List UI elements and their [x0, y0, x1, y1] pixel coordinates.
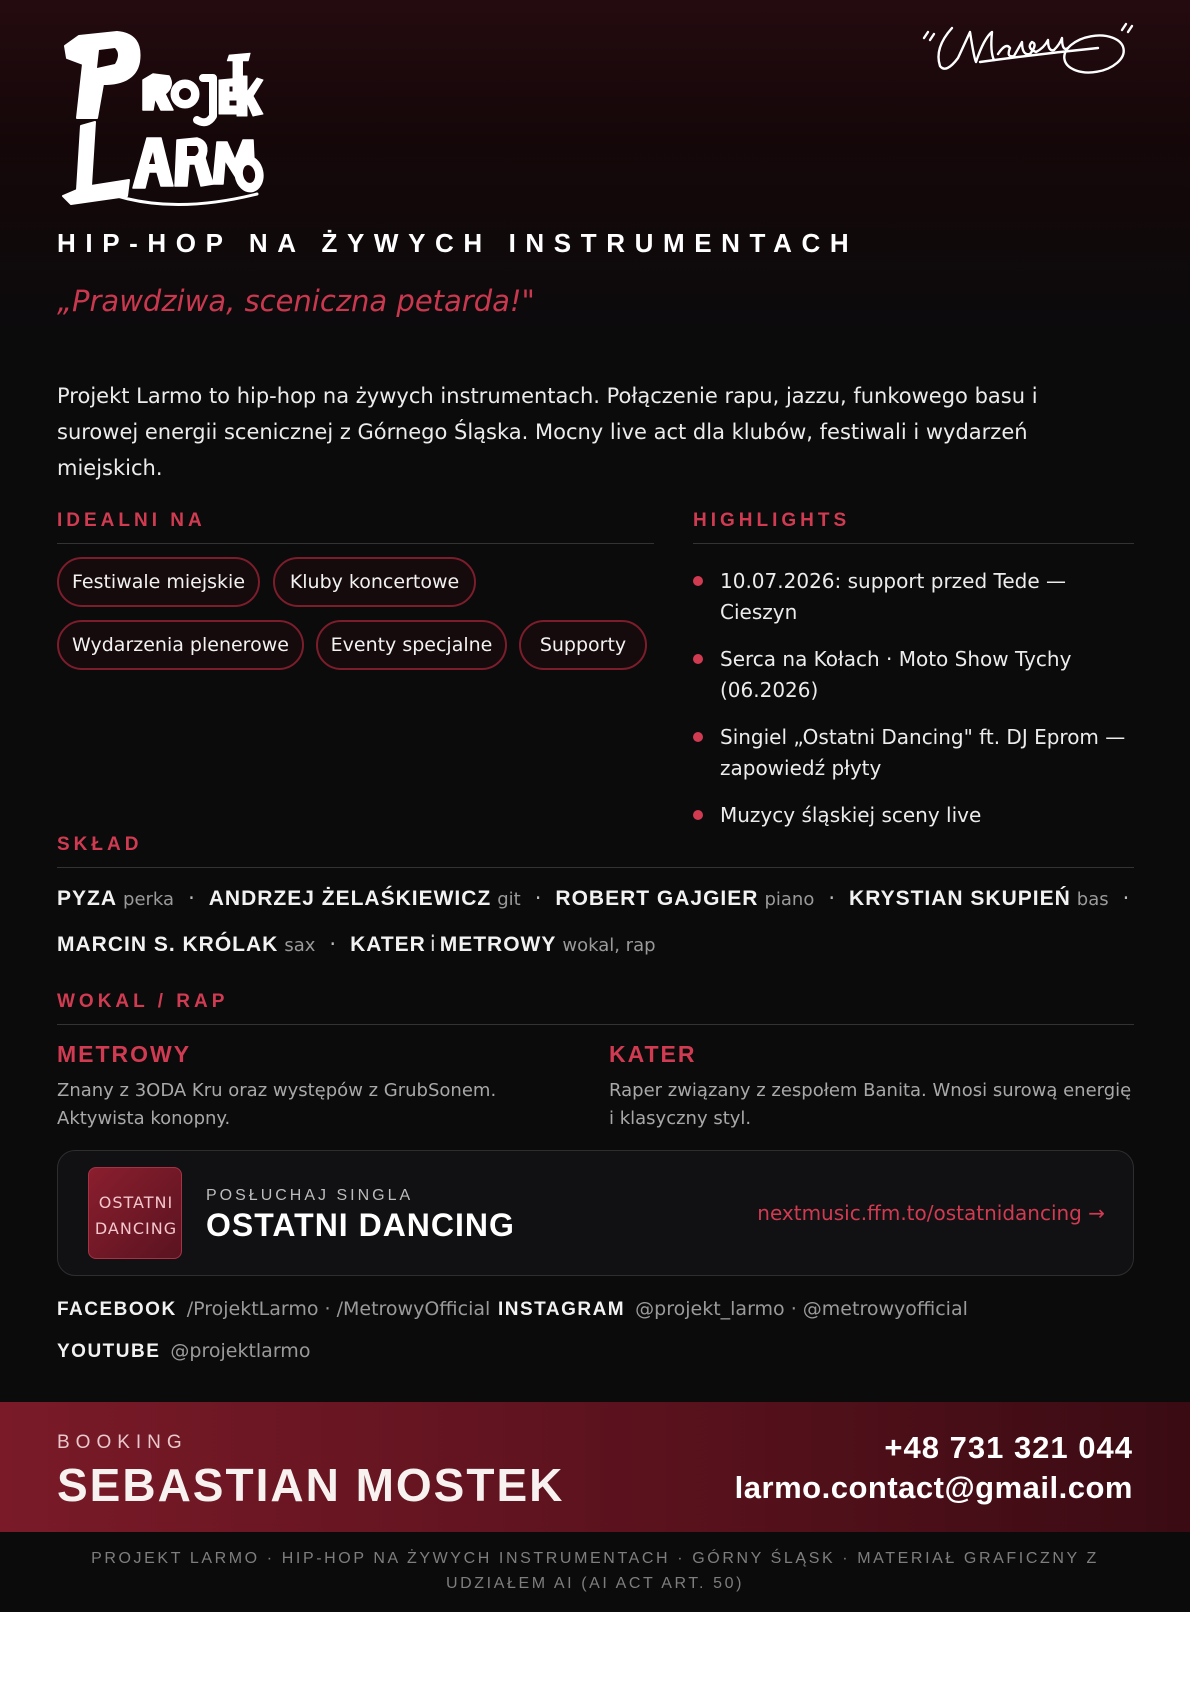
cover-text-line: OSTATNI	[98, 1193, 174, 1212]
footer-line: PROJEKT LARMO · HIP-HOP NA ŻYWYCH INSTRUMENTACH · GÓRNY ŚLĄSK · MATERIAŁ GRAFICZNY Z	[91, 1550, 1099, 1567]
single-cover	[88, 1167, 182, 1259]
social-facebook[interactable]	[57, 1298, 490, 1321]
bullet-icon	[693, 576, 703, 586]
cover-text-line: DANCING	[94, 1219, 178, 1238]
lineup-member: MARCIN S. KRÓLAK sax	[57, 933, 316, 956]
social-instagram[interactable]	[498, 1298, 968, 1321]
list-item: 10.07.2026: support przed Tede — Cieszyn	[693, 566, 1133, 628]
separator: ·	[329, 932, 337, 956]
bullet-icon	[693, 810, 703, 820]
metrowy-signature	[918, 18, 1138, 88]
tagline: HIP-HOP NA ŻYWYCH INSTRUMENTACH	[57, 228, 859, 258]
separator: ·	[1122, 886, 1130, 910]
single-link[interactable]: nextmusic.ffm.to/ostatnidancing →	[757, 1201, 1105, 1225]
social-label: FACEBOOK	[57, 1299, 177, 1320]
hero-header	[0, 0, 1190, 345]
section-title-vocals: WOKAL / RAP	[57, 991, 229, 1012]
social-label: INSTAGRAM	[498, 1299, 626, 1320]
bullet-icon	[693, 654, 703, 664]
highlights-list	[693, 566, 1133, 847]
booking-contact-name: SEBASTIAN MOSTEK	[57, 1459, 565, 1511]
booking-email[interactable]: larmo.contact@gmail.com	[734, 1470, 1133, 1505]
section-title-highlights: HIGHLIGHTS	[693, 510, 851, 531]
chip-festiwale: Festiwale miejskie	[57, 557, 260, 607]
booking-band	[0, 1402, 1190, 1532]
bullet-icon	[693, 732, 703, 742]
divider	[57, 1024, 1134, 1025]
single-kicker: POSŁUCHAJ SINGLA	[206, 1187, 414, 1204]
single-card	[57, 1150, 1134, 1276]
vocalist-name: KATER	[609, 1041, 697, 1067]
lineup-member: ANDRZEJ ŻELAŚKIEWICZ git	[208, 887, 521, 910]
social-handle: @projektlarmo	[170, 1340, 311, 1362]
lineup-member: ROBERT GAJGIER piano	[555, 887, 815, 910]
social-handle: @projekt_larmo · @metrowyofficial	[635, 1298, 968, 1320]
divider	[57, 543, 654, 544]
vocalist-description: Raper związany z zespołem Banita. Wnosi surową energię i klasyczny styl.	[609, 1080, 1132, 1129]
booking-label: BOOKING	[57, 1432, 188, 1453]
lineup-row-1	[57, 886, 1143, 911]
lineup-member-vocals: KATER i METROWY wokal, rap	[350, 932, 656, 956]
lineup-member: KRYSTIAN SKUPIEŃ bas	[849, 887, 1109, 910]
footer-line: UDZIAŁEM AI (AI ACT ART. 50)	[445, 1575, 745, 1592]
lineup-row-2	[57, 932, 656, 957]
separator: ·	[534, 886, 542, 910]
separator: ·	[828, 886, 836, 910]
divider	[693, 543, 1134, 544]
list-item: Singiel „Ostatni Dancing" ft. DJ Eprom — zapowiedź płyty	[693, 722, 1133, 784]
social-handle: /ProjektLarmo · /MetrowyOfficial	[186, 1298, 491, 1320]
social-label: YOUTUBE	[57, 1341, 161, 1362]
projekt-larmo-logo	[57, 18, 267, 208]
vocalist-name: METROWY	[57, 1041, 192, 1067]
list-item: Serca na Kołach · Moto Show Tychy (06.2026)	[693, 644, 1133, 706]
chip-eventy: Eventy specjalne	[316, 620, 507, 670]
list-item: Muzycy śląskiej sceny live	[693, 800, 1133, 831]
chip-supporty: Supporty	[519, 620, 647, 670]
booking-phone[interactable]: +48 731 321 044	[884, 1430, 1133, 1465]
social-youtube[interactable]	[57, 1340, 310, 1363]
section-title-ideal-for: IDEALNI NA	[57, 510, 206, 531]
hero-quote: „Prawdziwa, sceniczna petarda!"	[57, 284, 535, 318]
intro-paragraph: Projekt Larmo to hip-hop na żywych instrumentach. Połączenie rapu, jazzu, funkowego basu i surowej energii scenicznej z Górnego Śląska. Mocny live act dla klubów, festiwali i wydarzeń miejskich.	[57, 384, 1038, 480]
chip-wydarzenia: Wydarzenia plenerowe	[57, 620, 304, 670]
divider	[57, 867, 1134, 868]
section-title-lineup: SKŁAD	[57, 834, 143, 855]
single-title: OSTATNI DANCING	[206, 1207, 515, 1243]
chip-kluby: Kluby koncertowe	[273, 557, 476, 607]
vocalist-description: Znany z 3ODA Kru oraz występów z GrubSonem. Aktywista konopny.	[57, 1080, 497, 1129]
footer-note	[80, 1546, 1110, 1596]
separator: ·	[188, 886, 195, 910]
lineup-member: PYZA perka	[57, 887, 175, 910]
